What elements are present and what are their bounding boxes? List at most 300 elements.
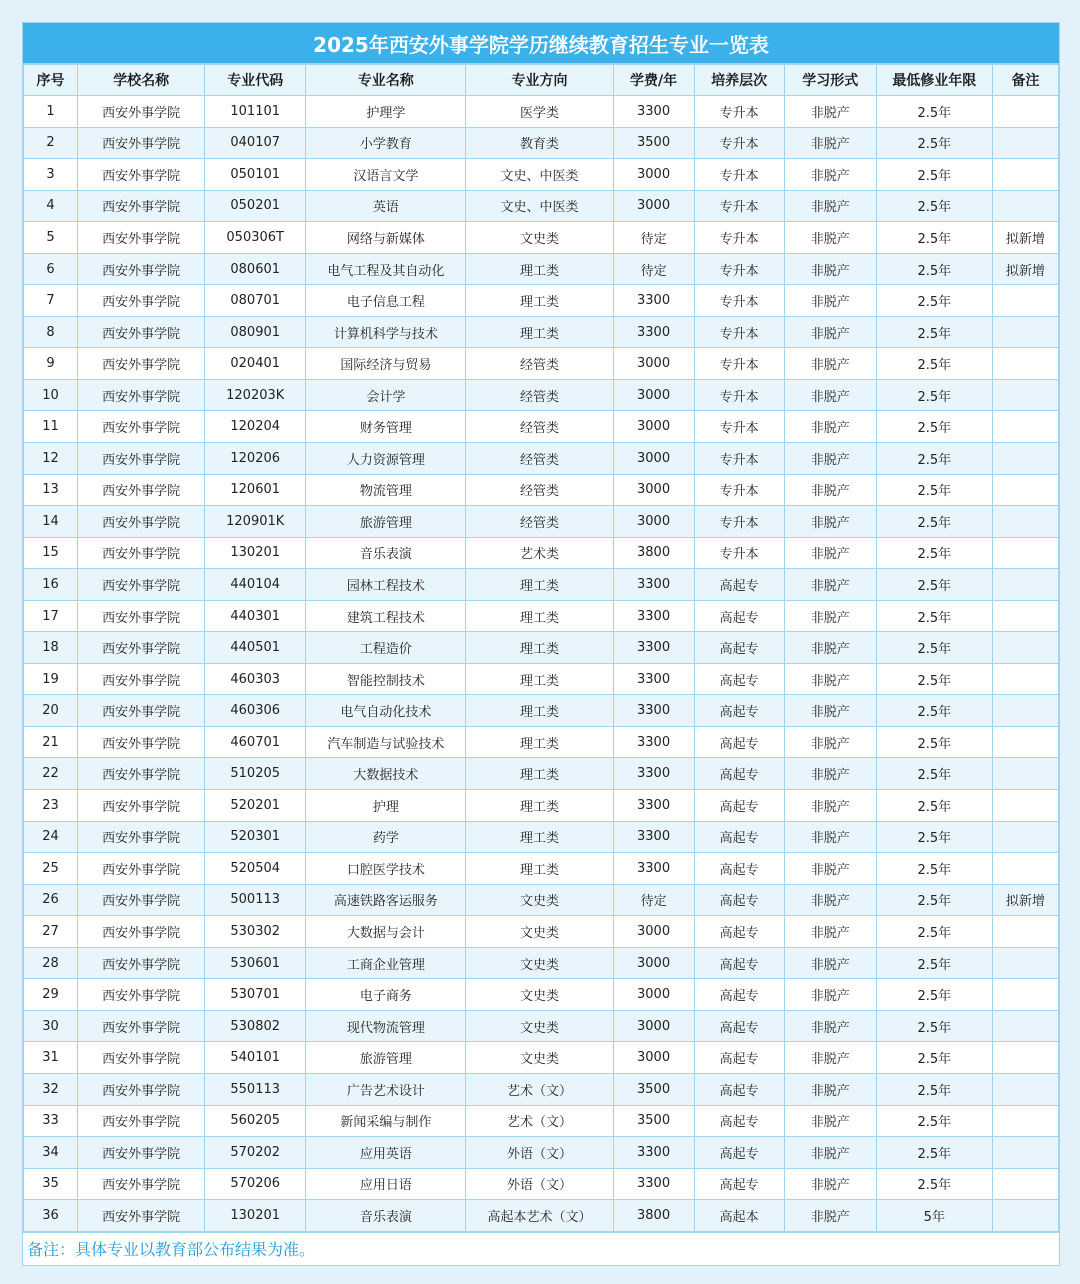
table-cell — [992, 1042, 1058, 1074]
table-cell: 专升本 — [694, 379, 784, 411]
table-cell: 西安外事学院 — [78, 1105, 205, 1137]
table-cell: 专升本 — [694, 537, 784, 569]
table-cell: 文史类 — [466, 222, 613, 254]
table-cell: 2.5年 — [876, 632, 992, 664]
table-cell: 3300 — [613, 632, 694, 664]
table-cell: 10 — [24, 379, 78, 411]
table-cell: 560205 — [205, 1105, 306, 1137]
table-cell: 理工类 — [466, 632, 613, 664]
table-cell: 3300 — [613, 569, 694, 601]
table-cell: 非脱产 — [784, 159, 876, 191]
table-cell: 人力资源管理 — [306, 443, 466, 475]
table-cell: 高起本艺术（文） — [466, 1200, 613, 1232]
table-cell: 11 — [24, 411, 78, 443]
table-cell: 西安外事学院 — [78, 222, 205, 254]
table-cell: 2.5年 — [876, 222, 992, 254]
table-cell: 非脱产 — [784, 884, 876, 916]
table-cell: 电子商务 — [306, 979, 466, 1011]
column-header: 专业名称 — [306, 65, 466, 96]
table-cell: 2.5年 — [876, 758, 992, 790]
table-cell: 旅游管理 — [306, 1042, 466, 1074]
table-cell: 非脱产 — [784, 316, 876, 348]
table-cell: 西安外事学院 — [78, 632, 205, 664]
table-cell: 530302 — [205, 916, 306, 948]
table-cell: 3300 — [613, 853, 694, 885]
table-cell: 2.5年 — [876, 853, 992, 885]
table-cell: 3 — [24, 159, 78, 191]
table-cell: 520504 — [205, 853, 306, 885]
table-cell: 经管类 — [466, 506, 613, 538]
table-cell: 口腔医学技术 — [306, 853, 466, 885]
table-cell: 32 — [24, 1073, 78, 1105]
table-cell: 非脱产 — [784, 916, 876, 948]
table-cell: 2.5年 — [876, 348, 992, 380]
table-cell: 2.5年 — [876, 506, 992, 538]
table-cell: 3300 — [613, 663, 694, 695]
table-cell: 非脱产 — [784, 1200, 876, 1232]
table-cell: 高起专 — [694, 1042, 784, 1074]
table-cell: 510205 — [205, 758, 306, 790]
table-cell: 高起专 — [694, 695, 784, 727]
table-cell: 待定 — [613, 253, 694, 285]
table-cell: 经管类 — [466, 379, 613, 411]
table-cell: 570202 — [205, 1137, 306, 1169]
column-header: 专业方向 — [466, 65, 613, 96]
table-cell: 31 — [24, 1042, 78, 1074]
table-cell: 非脱产 — [784, 947, 876, 979]
table-cell: 3300 — [613, 821, 694, 853]
table-cell: 440301 — [205, 600, 306, 632]
table-cell: 西安外事学院 — [78, 474, 205, 506]
table-cell — [992, 1010, 1058, 1042]
table-cell: 570206 — [205, 1168, 306, 1200]
table-cell — [992, 600, 1058, 632]
table-cell: 专升本 — [694, 474, 784, 506]
table-cell: 6 — [24, 253, 78, 285]
table-cell: 120601 — [205, 474, 306, 506]
table-cell: 非脱产 — [784, 127, 876, 159]
table-cell: 西安外事学院 — [78, 569, 205, 601]
table-cell: 非脱产 — [784, 1105, 876, 1137]
table-cell: 非脱产 — [784, 411, 876, 443]
table-cell: 非脱产 — [784, 600, 876, 632]
table-cell: 050306T — [205, 222, 306, 254]
table-row — [24, 758, 1059, 790]
table-cell: 20 — [24, 695, 78, 727]
table-cell: 物流管理 — [306, 474, 466, 506]
table-cell: 文史类 — [466, 884, 613, 916]
table-cell: 2.5年 — [876, 96, 992, 128]
table-row — [24, 632, 1059, 664]
table-cell — [992, 537, 1058, 569]
table-cell: 非脱产 — [784, 222, 876, 254]
table-cell: 高起专 — [694, 600, 784, 632]
table-cell: 3300 — [613, 1168, 694, 1200]
table-cell: 2.5年 — [876, 947, 992, 979]
table-cell: 音乐表演 — [306, 537, 466, 569]
table-cell: 现代物流管理 — [306, 1010, 466, 1042]
table-row — [24, 379, 1059, 411]
table-cell: 460303 — [205, 663, 306, 695]
table-cell: 文史类 — [466, 1042, 613, 1074]
table-cell: 3000 — [613, 947, 694, 979]
column-header: 备注 — [992, 65, 1058, 96]
table-cell: 理工类 — [466, 853, 613, 885]
table-cell: 3500 — [613, 127, 694, 159]
table-row — [24, 537, 1059, 569]
table-cell — [992, 1168, 1058, 1200]
table-cell: 艺术类 — [466, 537, 613, 569]
table-cell: 2.5年 — [876, 127, 992, 159]
table-cell: 护理学 — [306, 96, 466, 128]
table-row — [24, 474, 1059, 506]
table-cell: 040107 — [205, 127, 306, 159]
table-cell — [992, 569, 1058, 601]
table-row — [24, 1168, 1059, 1200]
table-cell: 待定 — [613, 222, 694, 254]
table-cell: 36 — [24, 1200, 78, 1232]
table-cell: 外语（文） — [466, 1137, 613, 1169]
column-header: 培养层次 — [694, 65, 784, 96]
table-cell: 西安外事学院 — [78, 821, 205, 853]
table-cell: 拟新增 — [992, 222, 1058, 254]
table-cell: 西安外事学院 — [78, 1010, 205, 1042]
table-cell: 理工类 — [466, 726, 613, 758]
table-cell: 专升本 — [694, 127, 784, 159]
footnote: 备注：具体专业以教育部公布结果为准。 — [23, 1232, 1059, 1265]
table-cell — [992, 663, 1058, 695]
table-cell: 电气工程及其自动化 — [306, 253, 466, 285]
table-cell: 非脱产 — [784, 853, 876, 885]
table-cell: 非脱产 — [784, 1168, 876, 1200]
table-cell: 高起专 — [694, 1010, 784, 1042]
table-cell: 440104 — [205, 569, 306, 601]
table-cell: 文史类 — [466, 947, 613, 979]
table-cell: 520201 — [205, 790, 306, 822]
table-row — [24, 1200, 1059, 1232]
table-cell: 西安外事学院 — [78, 853, 205, 885]
table-cell: 国际经济与贸易 — [306, 348, 466, 380]
table-cell: 西安外事学院 — [78, 884, 205, 916]
table-cell: 音乐表演 — [306, 1200, 466, 1232]
table-cell: 文史类 — [466, 979, 613, 1011]
table-row — [24, 348, 1059, 380]
table-row — [24, 663, 1059, 695]
table-cell: 7 — [24, 285, 78, 317]
table-cell: 24 — [24, 821, 78, 853]
table-cell: 3300 — [613, 285, 694, 317]
table-cell: 专升本 — [694, 316, 784, 348]
table-cell: 会计学 — [306, 379, 466, 411]
table-cell: 经管类 — [466, 411, 613, 443]
table-cell: 西安外事学院 — [78, 443, 205, 475]
table-cell: 专升本 — [694, 443, 784, 475]
table-cell — [992, 285, 1058, 317]
column-header: 专业代码 — [205, 65, 306, 96]
table-cell: 理工类 — [466, 253, 613, 285]
table-cell: 理工类 — [466, 790, 613, 822]
table-cell: 530701 — [205, 979, 306, 1011]
table-row — [24, 853, 1059, 885]
table-cell: 西安外事学院 — [78, 379, 205, 411]
enrollment-table-sheet — [22, 22, 1060, 1266]
table-cell: 非脱产 — [784, 695, 876, 727]
table-cell: 西安外事学院 — [78, 979, 205, 1011]
table-cell: 3000 — [613, 1010, 694, 1042]
table-cell: 3000 — [613, 474, 694, 506]
table-cell: 外语（文） — [466, 1168, 613, 1200]
table-cell: 2.5年 — [876, 1042, 992, 1074]
table-cell: 2.5年 — [876, 253, 992, 285]
table-cell: 540101 — [205, 1042, 306, 1074]
table-cell: 文史、中医类 — [466, 159, 613, 191]
table-cell: 高起专 — [694, 569, 784, 601]
table-cell: 非脱产 — [784, 569, 876, 601]
table-cell: 新闻采编与制作 — [306, 1105, 466, 1137]
table-cell — [992, 947, 1058, 979]
table-cell: 080901 — [205, 316, 306, 348]
table-cell: 530601 — [205, 947, 306, 979]
table-cell: 14 — [24, 506, 78, 538]
table-cell: 理工类 — [466, 316, 613, 348]
table-cell: 智能控制技术 — [306, 663, 466, 695]
table-cell: 2.5年 — [876, 916, 992, 948]
table-cell: 130201 — [205, 537, 306, 569]
table-cell: 101101 — [205, 96, 306, 128]
table-cell: 27 — [24, 916, 78, 948]
table-cell: 专升本 — [694, 348, 784, 380]
table-cell: 医学类 — [466, 96, 613, 128]
table-cell: 理工类 — [466, 600, 613, 632]
table-cell — [992, 159, 1058, 191]
table-cell: 25 — [24, 853, 78, 885]
table-cell: 3500 — [613, 1105, 694, 1137]
table-cell: 理工类 — [466, 695, 613, 727]
table-cell: 2 — [24, 127, 78, 159]
table-cell: 西安外事学院 — [78, 1200, 205, 1232]
table-cell: 高起专 — [694, 790, 784, 822]
table-cell: 经管类 — [466, 443, 613, 475]
table-cell: 3000 — [613, 1042, 694, 1074]
table-row — [24, 1137, 1059, 1169]
table-cell: 西安外事学院 — [78, 96, 205, 128]
table-cell: 3000 — [613, 379, 694, 411]
table-cell: 汽车制造与试验技术 — [306, 726, 466, 758]
table-row — [24, 1105, 1059, 1137]
table-cell: 西安外事学院 — [78, 506, 205, 538]
table-row — [24, 790, 1059, 822]
column-header: 学习形式 — [784, 65, 876, 96]
table-cell: 080601 — [205, 253, 306, 285]
table-cell: 西安外事学院 — [78, 159, 205, 191]
table-cell: 3500 — [613, 1073, 694, 1105]
table-cell: 120206 — [205, 443, 306, 475]
table-cell: 非脱产 — [784, 474, 876, 506]
table-row — [24, 506, 1059, 538]
table-cell — [992, 316, 1058, 348]
table-cell: 3000 — [613, 348, 694, 380]
table-row — [24, 253, 1059, 285]
table-cell: 2.5年 — [876, 979, 992, 1011]
table-cell — [992, 790, 1058, 822]
table-cell — [992, 96, 1058, 128]
table-cell: 西安外事学院 — [78, 316, 205, 348]
majors-table — [23, 64, 1059, 1232]
table-cell: 工程造价 — [306, 632, 466, 664]
table-cell: 西安外事学院 — [78, 411, 205, 443]
table-cell: 13 — [24, 474, 78, 506]
table-cell: 500113 — [205, 884, 306, 916]
table-cell — [992, 348, 1058, 380]
table-title: 2025年西安外事学院学历继续教育招生专业一览表 — [23, 23, 1059, 64]
column-header: 最低修业年限 — [876, 65, 992, 96]
table-cell: 28 — [24, 947, 78, 979]
table-cell: 2.5年 — [876, 379, 992, 411]
table-cell: 非脱产 — [784, 348, 876, 380]
table-cell — [992, 506, 1058, 538]
table-cell: 非脱产 — [784, 96, 876, 128]
table-cell: 2.5年 — [876, 1168, 992, 1200]
table-cell: 非脱产 — [784, 285, 876, 317]
table-cell: 120203K — [205, 379, 306, 411]
table-row — [24, 127, 1059, 159]
table-cell: 小学教育 — [306, 127, 466, 159]
table-cell: 高起专 — [694, 853, 784, 885]
table-cell — [992, 632, 1058, 664]
table-cell — [992, 474, 1058, 506]
table-cell: 专升本 — [694, 411, 784, 443]
table-row — [24, 569, 1059, 601]
table-cell: 西安外事学院 — [78, 537, 205, 569]
table-cell: 非脱产 — [784, 790, 876, 822]
table-cell: 2.5年 — [876, 600, 992, 632]
table-cell: 旅游管理 — [306, 506, 466, 538]
table-cell — [992, 443, 1058, 475]
table-cell: 3300 — [613, 790, 694, 822]
table-cell: 4 — [24, 190, 78, 222]
table-cell: 3000 — [613, 506, 694, 538]
table-row — [24, 726, 1059, 758]
table-cell: 汉语言文学 — [306, 159, 466, 191]
table-cell: 2.5年 — [876, 159, 992, 191]
table-cell: 高起专 — [694, 884, 784, 916]
table-cell — [992, 411, 1058, 443]
table-cell: 高起专 — [694, 1168, 784, 1200]
table-cell: 2.5年 — [876, 569, 992, 601]
table-cell: 440501 — [205, 632, 306, 664]
column-header: 学费/年 — [613, 65, 694, 96]
table-cell: 26 — [24, 884, 78, 916]
table-cell: 23 — [24, 790, 78, 822]
table-cell: 3300 — [613, 726, 694, 758]
table-cell: 2.5年 — [876, 474, 992, 506]
table-row — [24, 443, 1059, 475]
table-cell: 12 — [24, 443, 78, 475]
table-cell: 2.5年 — [876, 316, 992, 348]
table-cell: 3300 — [613, 758, 694, 790]
table-cell: 网络与新媒体 — [306, 222, 466, 254]
table-cell: 西安外事学院 — [78, 1137, 205, 1169]
table-cell: 文史类 — [466, 916, 613, 948]
table-cell: 高起专 — [694, 726, 784, 758]
table-cell: 高起专 — [694, 663, 784, 695]
table-row — [24, 600, 1059, 632]
table-cell: 艺术（文） — [466, 1105, 613, 1137]
table-cell: 高速铁路客运服务 — [306, 884, 466, 916]
table-cell: 电气自动化技术 — [306, 695, 466, 727]
table-cell: 专升本 — [694, 190, 784, 222]
table-cell: 020401 — [205, 348, 306, 380]
table-row — [24, 1010, 1059, 1042]
table-cell: 经管类 — [466, 348, 613, 380]
table-cell — [992, 821, 1058, 853]
table-cell: 非脱产 — [784, 506, 876, 538]
table-cell: 460701 — [205, 726, 306, 758]
table-cell — [992, 916, 1058, 948]
table-cell: 西安外事学院 — [78, 916, 205, 948]
table-row — [24, 411, 1059, 443]
table-cell: 专升本 — [694, 96, 784, 128]
table-cell: 应用英语 — [306, 1137, 466, 1169]
table-cell: 非脱产 — [784, 726, 876, 758]
table-cell: 广告艺术设计 — [306, 1073, 466, 1105]
table-cell — [992, 758, 1058, 790]
table-cell: 药学 — [306, 821, 466, 853]
table-cell: 非脱产 — [784, 190, 876, 222]
table-cell: 3300 — [613, 1137, 694, 1169]
table-cell: 西安外事学院 — [78, 1168, 205, 1200]
table-cell: 3000 — [613, 190, 694, 222]
table-cell: 520301 — [205, 821, 306, 853]
table-row — [24, 947, 1059, 979]
table-row — [24, 285, 1059, 317]
table-cell: 3300 — [613, 695, 694, 727]
table-cell: 非脱产 — [784, 253, 876, 285]
table-cell: 3300 — [613, 600, 694, 632]
table-cell — [992, 979, 1058, 1011]
table-cell: 高起本 — [694, 1200, 784, 1232]
table-row — [24, 916, 1059, 948]
table-cell: 3300 — [613, 96, 694, 128]
table-cell: 工商企业管理 — [306, 947, 466, 979]
table-cell: 高起专 — [694, 979, 784, 1011]
table-cell: 1 — [24, 96, 78, 128]
table-cell: 2.5年 — [876, 1010, 992, 1042]
table-cell — [992, 379, 1058, 411]
table-cell: 财务管理 — [306, 411, 466, 443]
table-cell: 西安外事学院 — [78, 695, 205, 727]
table-cell: 西安外事学院 — [78, 253, 205, 285]
table-cell: 2.5年 — [876, 790, 992, 822]
table-cell: 050201 — [205, 190, 306, 222]
table-cell: 120901K — [205, 506, 306, 538]
table-cell: 文史、中医类 — [466, 190, 613, 222]
table-cell: 35 — [24, 1168, 78, 1200]
table-cell: 15 — [24, 537, 78, 569]
table-cell: 非脱产 — [784, 1137, 876, 1169]
table-cell: 30 — [24, 1010, 78, 1042]
table-cell: 5年 — [876, 1200, 992, 1232]
table-cell: 教育类 — [466, 127, 613, 159]
table-cell: 西安外事学院 — [78, 758, 205, 790]
table-cell: 550113 — [205, 1073, 306, 1105]
table-cell — [992, 190, 1058, 222]
table-cell: 高起专 — [694, 1073, 784, 1105]
table-cell: 3000 — [613, 159, 694, 191]
table-cell: 高起专 — [694, 758, 784, 790]
table-cell: 460306 — [205, 695, 306, 727]
table-cell: 专升本 — [694, 506, 784, 538]
